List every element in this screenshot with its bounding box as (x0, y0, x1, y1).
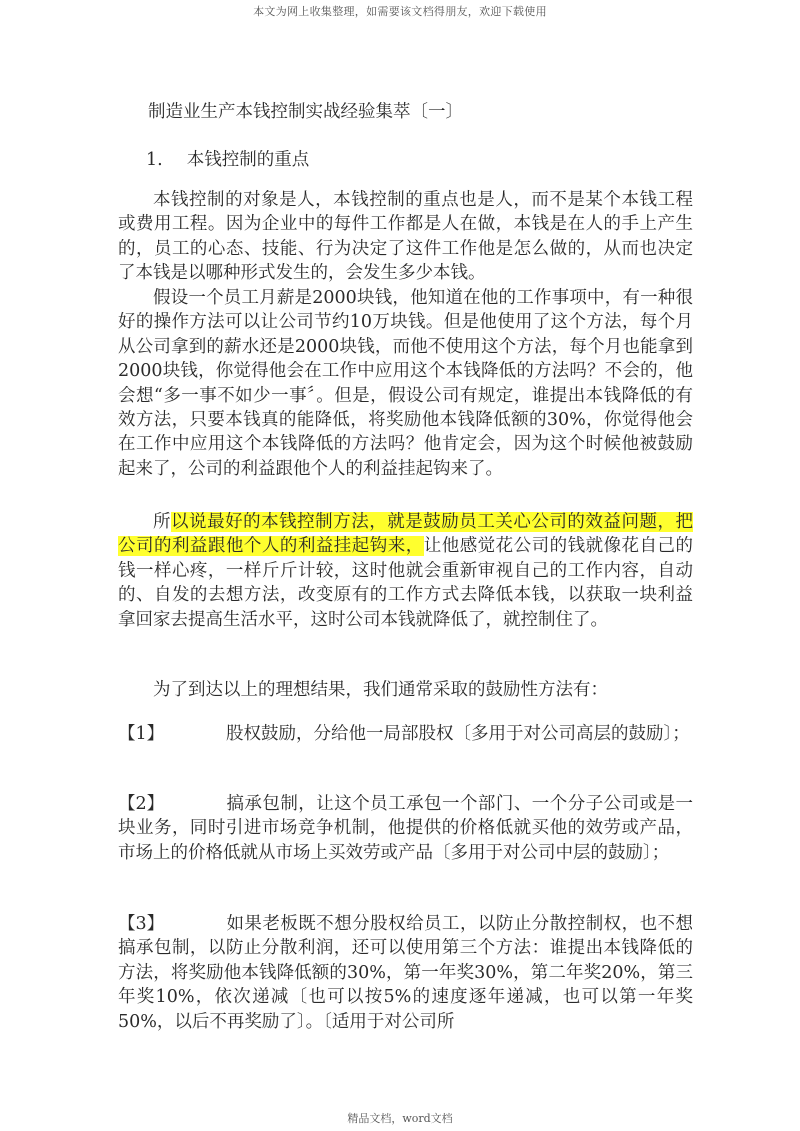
section-heading (146, 146, 309, 171)
page-footer: 精品文档，word文档 (347, 1112, 453, 1125)
item-label: 【3】 (118, 914, 165, 934)
list-item (118, 912, 693, 1034)
paragraph-3-start: 所 (153, 512, 172, 532)
highlighted-text: 以说最好的本钱控制方法，就是鼓励员工关心公司的效益问题，把公司的利益跟他个人的利益挂起钩来， (118, 512, 694, 557)
paragraph-3 (118, 510, 693, 632)
item-text: 搞承包制，让这个员工承包一个部门、一个分子公司或是一块业务，同时引进市场竞争机制，他提供的价格低就买他的效劳或产品，市场上的价格低就从市场上买效劳或产品〔多用于对公司中层的鼓励〕； (118, 794, 693, 863)
page-header: 本文为网上收集整理，如需要该文档得朋友，欢迎下载使用 (253, 5, 547, 18)
item-text: 如果老板既不想分股权给员工，以防止分散控制权，也不想搞承包制，以防止分散利润，还可以使用第三个方法：谁提出本钱降低的方法，将奖励他本钱降低额的30%，第一年奖30%，第二年奖20%，第三年奖10%，依次递减〔也可以按5%的速度逐年递减，也可以第一年奖50%，以后不再奖励了〕。〔适用于对公司所 (118, 914, 693, 1032)
paragraph-3-rest: 让他感觉花公司的钱就像花自己的钱一样心疼，一样斤斤计较，这时他就会重新审视自己的工作内容，自动的、自发的去想方法，改变原有的工作方式去降低本钱，以获取一块利益拿回家去提高生活水平，这时公司本钱就降低了，就控制住了。 (118, 536, 694, 630)
document-title: 制造业生产本钱控制实战经验集萃〔一〕 (148, 102, 463, 122)
item-label: 【2】 (118, 794, 165, 814)
item-label: 【1】 (118, 724, 165, 744)
paragraph-1: 本钱控制的对象是人，本钱控制的重点也是人，而不是某个本钱工程或费用工程。因为企业中的每件工作都是人在做，本钱是在人的手上产生的，员工的心态、技能、行为决定了这件工作他是怎么做的，从而也决定了本钱是以哪种形式发生的，会发生多少本钱。 (118, 190, 693, 284)
paragraph-2: 假设一个员工月薪是2000块钱，他知道在他的工作事项中，有一种很好的操作方法可以让公司节约10万块钱。但是他使用了这个方法，每个月从公司拿到的薪水还是2000块钱，而他不使用这个方法，每个月也能拿到2000块钱，你觉得他会在工作中应用这个本钱降低的方法吗？不会的，他会想“多一事不如少一事〞。但是，假设公司有规定，谁提出本钱降低的有效方法，只要本钱真的能降低，将奖励他本钱降低额的30%，你觉得他会在工作中应用这个本钱降低的方法吗？他肯定会，因为这个时候他被鼓励起来了，公司的利益跟他个人的利益挂起钩来了。 (118, 288, 693, 479)
list-item (118, 722, 693, 746)
item-text: 股权鼓励，分给他一局部股权〔多用于对公司高层的鼓励〕； (226, 724, 690, 744)
section-heading-text: 本钱控制的重点 (186, 150, 310, 170)
section-number: 1. (146, 150, 163, 170)
list-item (118, 792, 693, 865)
paragraph-4: 为了到达以上的理想结果，我们通常采取的鼓励性方法有： (153, 680, 608, 700)
